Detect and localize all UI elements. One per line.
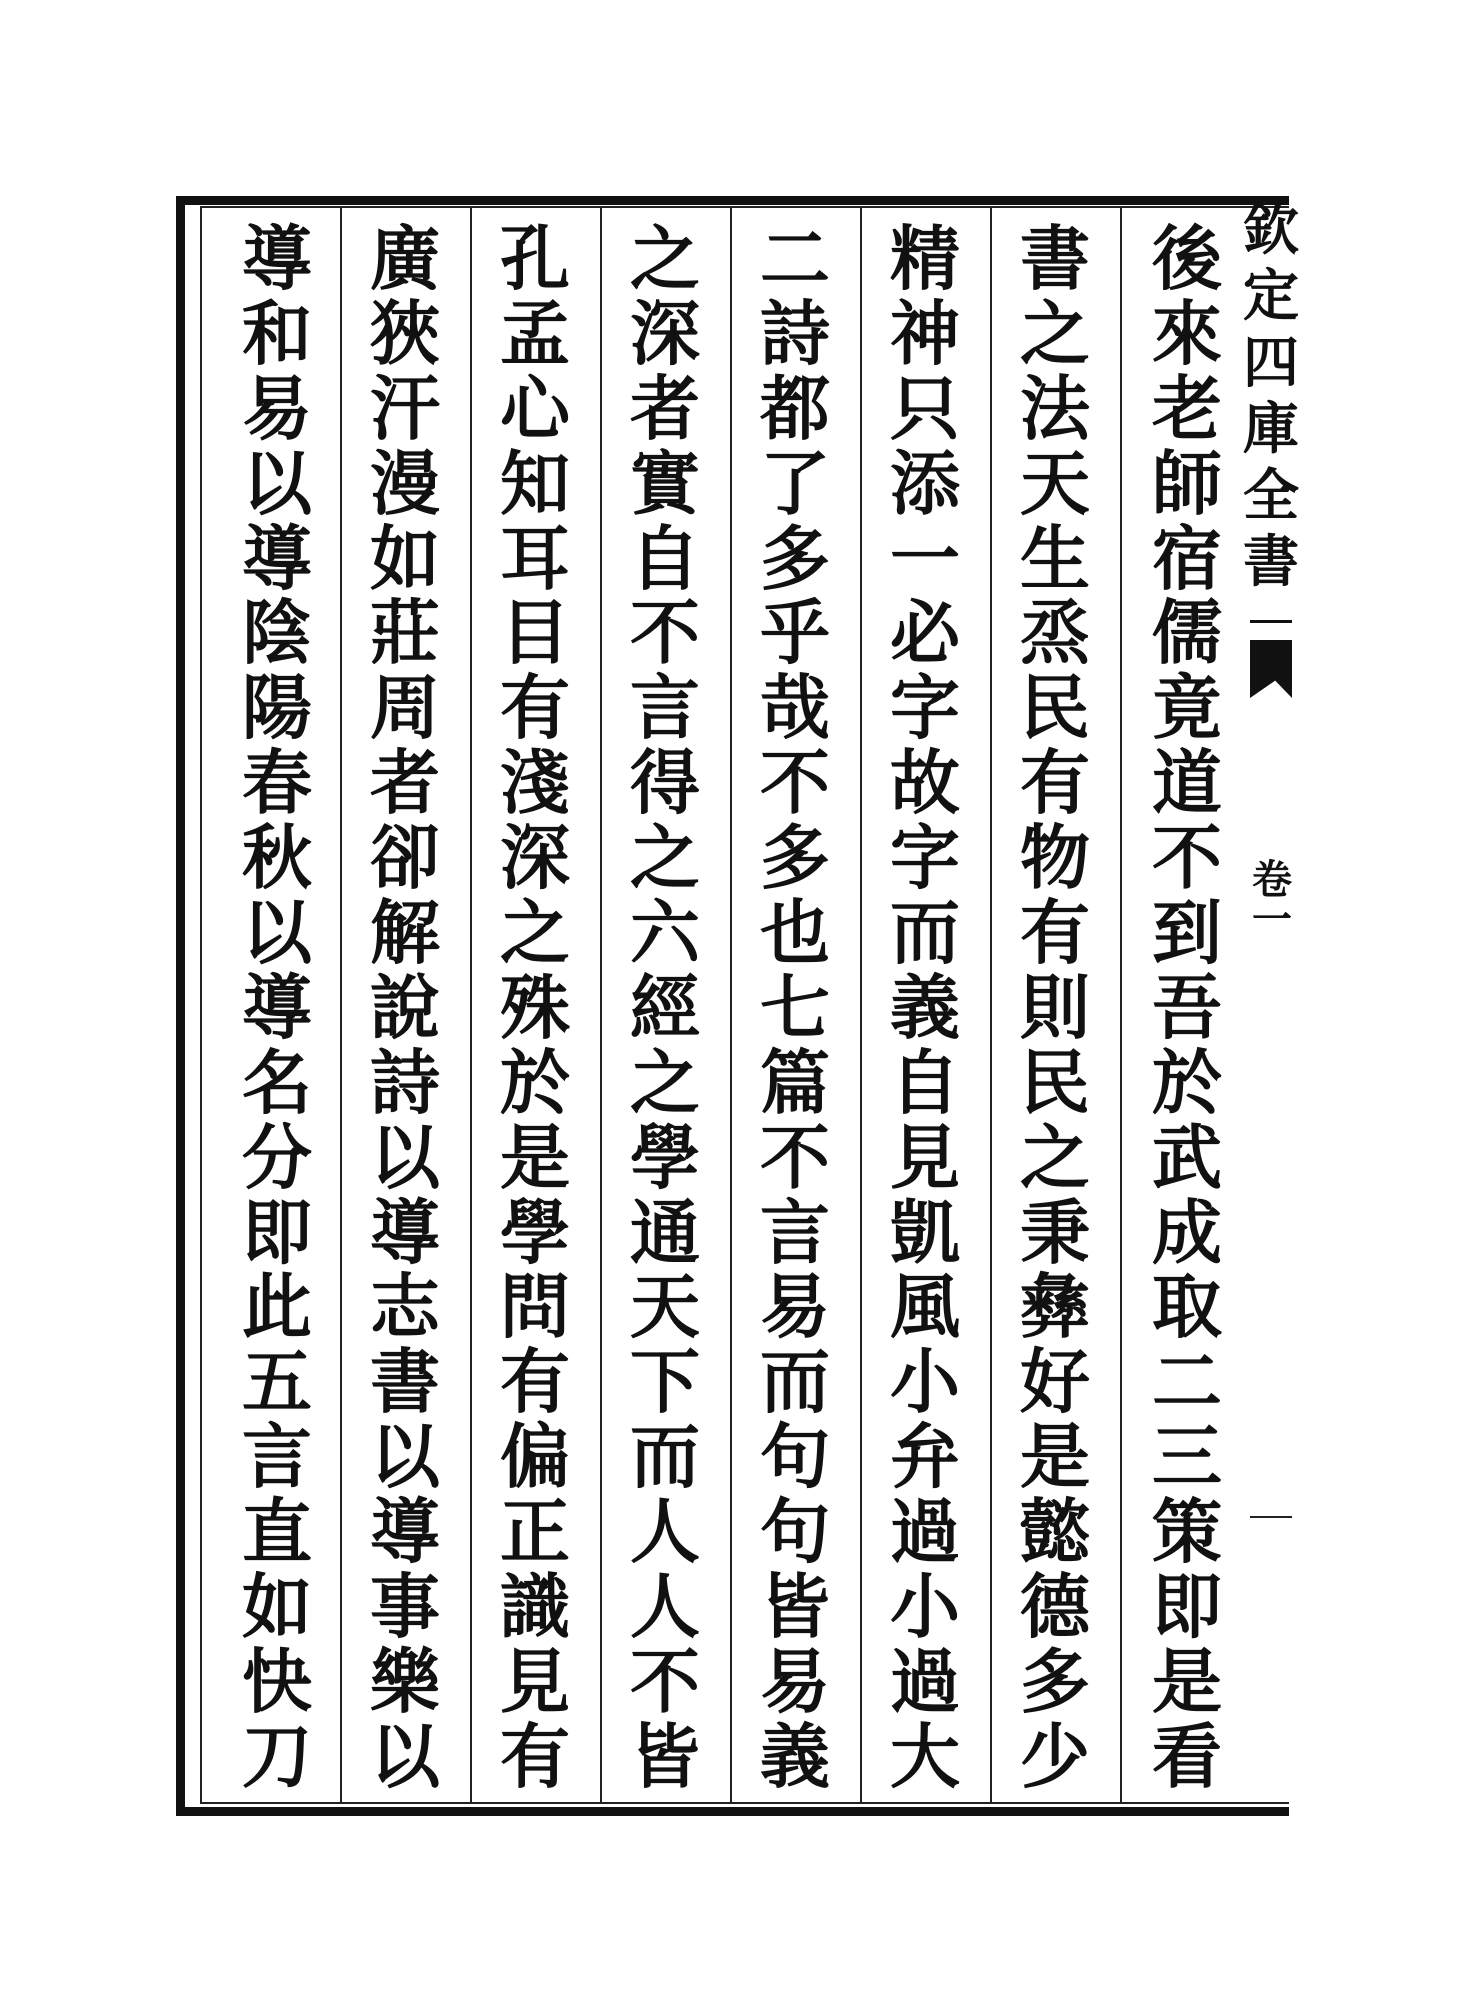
text-char: 直 — [242, 1490, 312, 1574]
text-char: 多 — [760, 816, 830, 900]
text-char: 周 — [370, 666, 440, 750]
margin-title — [1243, 197, 1299, 596]
text-char: 不 — [760, 1115, 830, 1199]
text-column — [222, 212, 332, 1802]
text-char: 見 — [890, 1115, 960, 1199]
text-char: 過 — [890, 1639, 960, 1723]
margin-title-char: 定 — [1243, 263, 1299, 330]
text-char: 德 — [1020, 1565, 1090, 1649]
text-char: 多 — [1020, 1639, 1090, 1723]
text-char: 不 — [630, 1639, 700, 1723]
text-char: 天 — [630, 1265, 700, 1349]
text-char: 經 — [630, 965, 700, 1049]
text-char: 詩 — [760, 291, 830, 375]
text-char: 有 — [1020, 741, 1090, 825]
text-column — [1132, 212, 1242, 1802]
text-char: 而 — [890, 891, 960, 975]
text-char: 老 — [1152, 366, 1222, 450]
text-char: 成 — [1152, 1190, 1222, 1274]
text-char: 卻 — [370, 816, 440, 900]
text-char: 之 — [630, 217, 700, 300]
text-char: 義 — [890, 965, 960, 1049]
text-char: 孔 — [500, 217, 570, 300]
text-char: 於 — [500, 1040, 570, 1124]
text-char: 知 — [500, 441, 570, 525]
text-char: 學 — [500, 1190, 570, 1274]
text-char: 春 — [242, 741, 312, 825]
text-char: 以 — [370, 1115, 440, 1199]
text-char: 刀 — [242, 1714, 312, 1798]
text-char: 三 — [1152, 1415, 1222, 1499]
text-char: 是 — [500, 1115, 570, 1199]
text-char: 導 — [242, 965, 312, 1049]
text-char: 一 — [890, 516, 960, 600]
text-char: 只 — [890, 366, 960, 450]
text-char: 耳 — [500, 516, 570, 600]
text-char: 深 — [500, 816, 570, 900]
text-char: 詩 — [370, 1040, 440, 1124]
text-char: 者 — [630, 366, 700, 450]
text-char: 和 — [242, 291, 312, 375]
text-char: 儒 — [1152, 591, 1222, 675]
column-rule — [1120, 208, 1122, 1802]
text-char: 之 — [1020, 1115, 1090, 1199]
text-char: 好 — [1020, 1340, 1090, 1424]
text-char: 則 — [1020, 965, 1090, 1049]
text-char: 義 — [760, 1714, 830, 1798]
text-char: 不 — [1152, 816, 1222, 900]
text-char: 導 — [242, 516, 312, 600]
text-char: 即 — [1152, 1565, 1222, 1649]
text-char: 物 — [1020, 816, 1090, 900]
text-char: 見 — [500, 1639, 570, 1723]
text-char: 而 — [630, 1415, 700, 1499]
text-char: 深 — [630, 291, 700, 375]
text-char: 來 — [1152, 291, 1222, 375]
text-char: 過 — [890, 1490, 960, 1574]
text-char: 風 — [890, 1265, 960, 1349]
text-char: 吾 — [1152, 965, 1222, 1049]
text-char: 六 — [630, 891, 700, 975]
text-char: 易 — [242, 366, 312, 450]
text-column — [610, 212, 720, 1802]
text-char: 之 — [630, 816, 700, 900]
text-char: 正 — [500, 1490, 570, 1574]
text-char: 自 — [630, 516, 700, 600]
text-char: 殊 — [500, 965, 570, 1049]
text-char: 而 — [760, 1340, 830, 1424]
text-char: 如 — [370, 516, 440, 600]
text-column — [480, 212, 590, 1802]
text-char: 天 — [1020, 441, 1090, 525]
text-char: 七 — [760, 965, 830, 1049]
text-char: 者 — [370, 741, 440, 825]
text-char: 有 — [500, 666, 570, 750]
text-char: 導 — [242, 217, 312, 300]
text-char: 有 — [500, 1340, 570, 1424]
text-char: 句 — [760, 1415, 830, 1499]
text-char: 乎 — [760, 591, 830, 675]
text-char: 句 — [760, 1490, 830, 1574]
text-char: 秉 — [1020, 1190, 1090, 1274]
text-char: 人 — [630, 1490, 700, 1574]
text-char: 有 — [1020, 891, 1090, 975]
text-char: 通 — [630, 1190, 700, 1274]
text-char: 解 — [370, 891, 440, 975]
text-char: 陰 — [242, 591, 312, 675]
text-char: 如 — [242, 1565, 312, 1649]
text-char: 也 — [760, 891, 830, 975]
text-char: 秋 — [242, 816, 312, 900]
text-char: 策 — [1152, 1490, 1222, 1574]
text-char: 凱 — [890, 1190, 960, 1274]
text-char: 民 — [1020, 1040, 1090, 1124]
text-char: 了 — [760, 441, 830, 525]
column-rule — [600, 208, 602, 1802]
margin-title-char: 庫 — [1243, 396, 1299, 463]
text-char: 陽 — [242, 666, 312, 750]
text-char: 識 — [500, 1565, 570, 1649]
juan-char: 卷 — [1252, 856, 1292, 903]
text-char: 二 — [1152, 1340, 1222, 1424]
text-char: 之 — [1020, 291, 1090, 375]
text-char: 五 — [242, 1340, 312, 1424]
text-char: 志 — [370, 1265, 440, 1349]
text-char: 汗 — [370, 366, 440, 450]
text-char: 事 — [370, 1565, 440, 1649]
text-char: 之 — [500, 891, 570, 975]
text-char: 懿 — [1020, 1490, 1090, 1574]
text-char: 必 — [890, 591, 960, 675]
margin-title-char: 書 — [1243, 529, 1299, 596]
text-column — [740, 212, 850, 1802]
text-char: 神 — [890, 291, 960, 375]
text-char: 心 — [500, 366, 570, 450]
text-char: 少 — [1020, 1714, 1090, 1798]
text-char: 大 — [890, 1714, 960, 1798]
text-char: 以 — [242, 891, 312, 975]
text-char: 弁 — [890, 1415, 960, 1499]
text-char: 分 — [242, 1115, 312, 1199]
text-char: 學 — [630, 1115, 700, 1199]
text-char: 問 — [500, 1265, 570, 1349]
text-char: 易 — [760, 1639, 830, 1723]
text-char: 法 — [1020, 366, 1090, 450]
column-rule — [990, 208, 992, 1802]
text-char: 自 — [890, 1040, 960, 1124]
text-char: 廣 — [370, 217, 440, 300]
column-rule — [470, 208, 472, 1802]
text-char: 漫 — [370, 441, 440, 525]
column-rule — [730, 208, 732, 1802]
text-char: 宿 — [1152, 516, 1222, 600]
text-column — [350, 212, 460, 1802]
text-char: 小 — [890, 1340, 960, 1424]
text-char: 到 — [1152, 891, 1222, 975]
text-char: 都 — [760, 366, 830, 450]
text-char: 皆 — [630, 1714, 700, 1798]
text-char: 看 — [1152, 1714, 1222, 1798]
text-char: 得 — [630, 741, 700, 825]
text-char: 言 — [760, 1190, 830, 1274]
text-char: 二 — [760, 217, 830, 300]
text-char: 是 — [1020, 1415, 1090, 1499]
margin-divider — [1250, 620, 1292, 623]
text-char: 是 — [1152, 1639, 1222, 1723]
text-char: 狹 — [370, 291, 440, 375]
text-char: 淺 — [500, 741, 570, 825]
text-char: 莊 — [370, 591, 440, 675]
text-char: 民 — [1020, 666, 1090, 750]
text-char: 書 — [370, 1340, 440, 1424]
text-char: 以 — [242, 441, 312, 525]
text-char: 小 — [890, 1565, 960, 1649]
text-char: 以 — [370, 1415, 440, 1499]
text-char: 烝 — [1020, 591, 1090, 675]
text-char: 不 — [760, 741, 830, 825]
juan-char: 一 — [1252, 896, 1292, 943]
text-char: 添 — [890, 441, 960, 525]
text-char: 即 — [242, 1190, 312, 1274]
text-char: 故 — [890, 741, 960, 825]
text-char: 名 — [242, 1040, 312, 1124]
text-char: 篇 — [760, 1040, 830, 1124]
text-char: 精 — [890, 217, 960, 300]
text-char: 於 — [1152, 1040, 1222, 1124]
text-char: 偏 — [500, 1415, 570, 1499]
text-char: 後 — [1152, 217, 1222, 300]
text-char: 有 — [500, 1714, 570, 1798]
juan-label — [1252, 856, 1292, 943]
text-char: 易 — [760, 1265, 830, 1349]
column-rule — [340, 208, 342, 1802]
text-char: 不 — [630, 591, 700, 675]
column-rule — [860, 208, 862, 1802]
text-char: 生 — [1020, 516, 1090, 600]
margin-divider — [1250, 1516, 1292, 1518]
text-char: 哉 — [760, 666, 830, 750]
text-char: 目 — [500, 591, 570, 675]
text-char: 字 — [890, 666, 960, 750]
text-char: 說 — [370, 965, 440, 1049]
text-char: 言 — [242, 1415, 312, 1499]
text-char: 取 — [1152, 1265, 1222, 1349]
text-char: 此 — [242, 1265, 312, 1349]
text-char: 下 — [630, 1340, 700, 1424]
text-char: 實 — [630, 441, 700, 525]
text-char: 竟 — [1152, 666, 1222, 750]
text-column — [870, 212, 980, 1802]
text-char: 之 — [630, 1040, 700, 1124]
text-char: 導 — [370, 1490, 440, 1574]
text-char: 皆 — [760, 1565, 830, 1649]
text-char: 武 — [1152, 1115, 1222, 1199]
text-char: 師 — [1152, 441, 1222, 525]
text-char: 字 — [890, 816, 960, 900]
text-char: 彝 — [1020, 1265, 1090, 1349]
text-char: 孟 — [500, 291, 570, 375]
text-char: 快 — [242, 1639, 312, 1723]
text-char: 以 — [370, 1714, 440, 1798]
text-column — [1000, 212, 1110, 1802]
text-char: 導 — [370, 1190, 440, 1274]
margin-title-char: 全 — [1243, 462, 1299, 529]
margin-title-char: 四 — [1243, 329, 1299, 396]
text-char: 樂 — [370, 1639, 440, 1723]
text-char: 多 — [760, 516, 830, 600]
text-char: 言 — [630, 666, 700, 750]
margin-title-char: 欽 — [1243, 197, 1299, 263]
text-char: 人 — [630, 1565, 700, 1649]
text-char: 書 — [1020, 217, 1090, 300]
text-char: 道 — [1152, 741, 1222, 825]
